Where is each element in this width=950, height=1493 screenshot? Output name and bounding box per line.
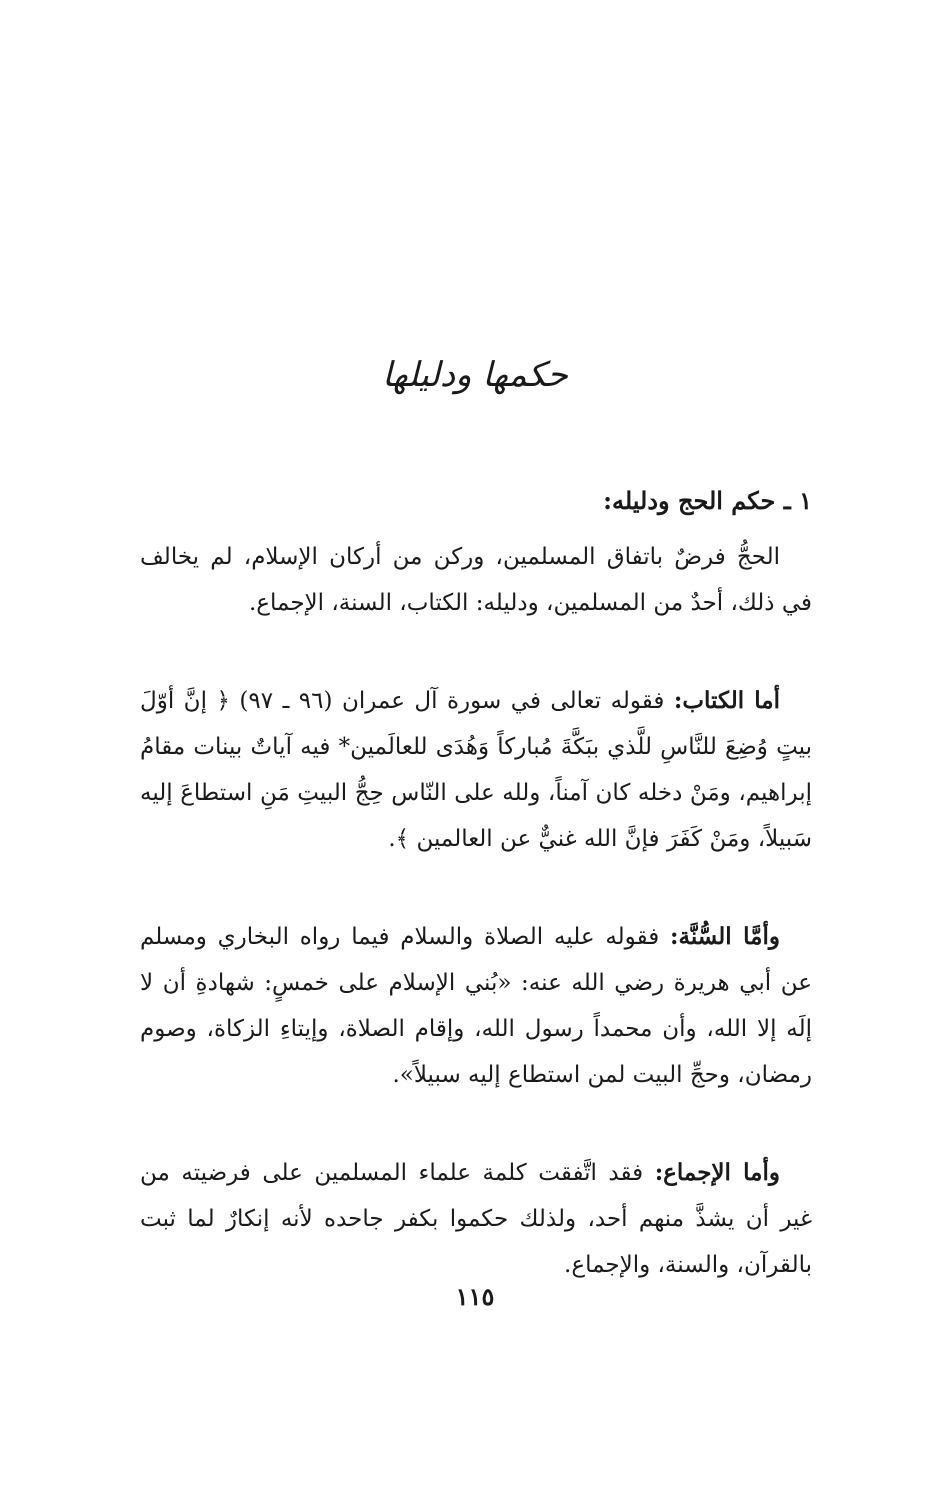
page-number: ١١٥ (455, 1282, 495, 1311)
book-text: فقوله تعالى في سورة آل عمران (٩٦ ـ ٩٧) ﴿ إنَّ أوّلَ بيتٍ وُضِعَ للنَّاسِ للَّذي ببَكَّةَ مُباركاً وَهُدَى للعالَمين* فيه آياتٌ بينات مقامُ إبراهيم، ومَنْ دخله كان آمناً، ولله على النّاس حِجُّ البيتِ مَنِ استطاعَ إليه سَبيلاً، ومَنْ كَفَرَ فإنَّ الله غنيٌّ عن العالمين ﴾. (140, 688, 812, 852)
chapter-title: حكمها ودليلها (382, 355, 568, 395)
ijma-text: فقد اتَّفقت كلمة علماء المسلمين على فرضيته من غير أن يشذَّ منهم أحد، ولذلك حكموا بكفر جاحده لأنه إنكارٌ لما ثبت بالقرآن، والسنة، والإجماع. (140, 1160, 812, 1278)
intro-paragraph (140, 534, 812, 626)
sunnah-lead: وأمَّا السُّنَّة: (670, 923, 780, 950)
page-content (140, 478, 812, 1288)
ijma-paragraph (140, 1150, 812, 1288)
section-heading: ١ ـ حكم الحج ودليله: (603, 486, 812, 515)
sunnah-text: فقوله عليه الصلاة والسلام فيما رواه البخاري ومسلم عن أبي هريرة رضي الله عنه: «بُني الإسلام على خمسٍ: شهادةِ أن لا إلَه إلا الله، وأن محمداً رسول الله، وإقام الصلاة، وإيتاءِ الزكاة، وصوم رمضان، وحجِّ البيت لمن استطاع إليه سبيلاً». (140, 924, 812, 1088)
book-lead: أما الكتاب: (673, 687, 780, 714)
book-paragraph (140, 678, 812, 862)
sunnah-paragraph (140, 914, 812, 1098)
intro-text: الحجُّ فرضٌ باتفاق المسلمين، وركن من أركان الإسلام، لم يخالف في ذلك، أحدٌ من المسلمين، ودليله: الكتاب، السنة، الإجماع. (140, 544, 812, 616)
ijma-lead: وأما الإجماع: (654, 1159, 780, 1186)
